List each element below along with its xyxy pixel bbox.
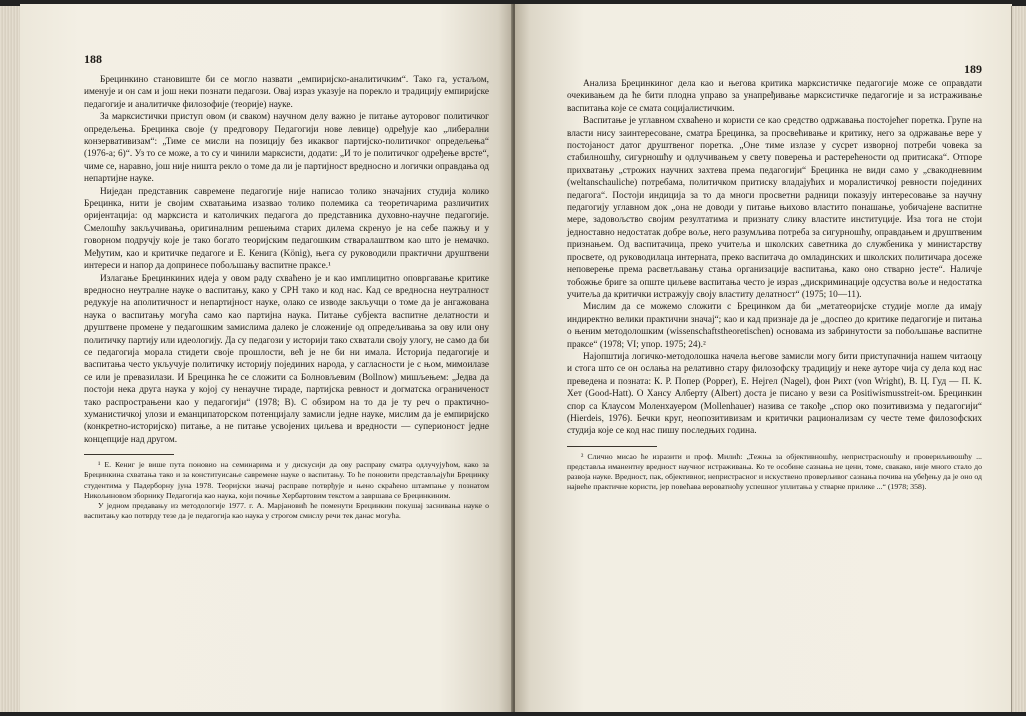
paragraph: Васпитање је углавном схваћено и користи се као средство одржавања постојећег поретка. Групе на власти нису заинтересоване, сматра Брецинка, за просвећивање и критику, него за одржавање вере у постојаност датог друштвеног поретка. „Оне тиме излазе у сусрет изворној потреби човека за стабилношћу, сигурношћу и одлучивањем у свету поверења и растерећености од притисака“. Отпоре прихватању „строжих научних захтева према педагогији“ Брецинка не види само у „свакодневним (weltanschauliche) потребама, политичком притиску владајућих и моралистичкој ревности појединих педагога“. Постоји индиција за то да многи просветни радници показују интересовање за научну педагогију углавном док „она не доводи у питање њихово властито понашање, уобичајене васпитне мере, задовољство својим резултатима и признату слику властите институције. Иза тога не стоји једноставно недостатак добре воље, него разумљива потреба за сигурношћу, оправдањем и друштвеним признањем. Од васпитачица, преко учитеља и школских саветника до службеника у министарству просвете, од руководилаца интерната, преко васпитача до омладинских и школских политичара досеже неповерење према расветљавању стања организације васпитања, како оно стварно јесте“. Наличје тобожње бриге за опште циљеве васпитања често је израз „дискриминације одсуства воље и недостатка учитеља да критички истражују своју властиту делатност“ (1975; 10—11). [567,116,982,300]
paragraph: Мислим да се можемо сложити с Брецинком да би „метатеоријске студије могле да имају индиректно велики практични значај“; као и кад признаје да је „доспео до критике педагогије и питања о њеним методолошким (wissenschaftstheoretischen) основама из забринутости за побољшање васпитне праксе“ (1978; VI; упор. 1975; 24).² [567,302,982,350]
page-number-right: 189 [964,62,982,76]
footnote-rule [567,446,657,447]
right-page [515,4,1012,712]
paragraph: Излагање Брецинкиних идеја у овом раду схваћено је и као имплицитно оповргавање критике вредносно неутралне науке о васпитању, како у СРН тако и код нас. Кад се вредносна неутралност редукује на аполитичност и непартијност науке, олако се изводе закључци о томе да је ангажована наука о васпитању могућа само као партијна наука. Питање субјекта васпитне делатности и друштвене промене у педагошким замислима далеко је сложеније од опредељивања за ову или ону политичку партију или идеологију. Да су педагози у историји тако схватали своју улогу, не само да би се педагогија морала стидети своје прошлости, већ је не би ни имала. Историја педагогије и васпитања често укључује политичку историју појединих народа, у сагласности је с њом, мимоилазе се или је превазилази. И Брецинка ће се сложити са Болновљевим (Bollnow) мишљењем: „Једва да постоји нека друга наука у којој су ненаучне тираде, партијска ревност и догматска ограниченост тако распрострањени као у педагогији“ (1978; В). С обзиром на то да је ту реч о практично-хуманистичкој улози и еманципаторском потенцијалу замисли једне науке, мислим да је емпиријско (конкретно-историјско) питање, а не питање усвојених циљева и вредности — суперионост једне концепције над другом. [84,273,489,445]
paragraph: Ниједан представник савремене педагогије није написао толико значајних студија колико Брецинка, нити је својим схватањима изазвао толико полемика са теоретичарима различитих оријентација: од марксиста и католичких педагога до представника духовно-научне педагогије. Смелошћу закључивања, оригиналним решењима старих дилема скренуо је на себе пажњу и у говорном подручју које је тако богато теоријским педагошким стваралаштвом као што је немачко. Међутим, као и критичке педагоге и Е. Кенига (König), њега су руководили практични друштвени интереси и напор да допринесе побољшању васпитне праксе.¹ [84,186,489,272]
paragraph: За марксистички приступ овом (и сваком) научном делу важно је питање ауторовог политичког опредељења. Брецинка своје (у предговору Педагогији нове левице) одређује као „либерални конзервативизам“: „Тиме се мисли на позицију без икаквог партијско-политичког опредељења“ (1976-а; 6)“. Уз то се може, а то су и чинили марксисти, додати: „И то је политичког одређење врсте“, чиме се, наравно, још није ништа рекло о томе да ли је партијност вредносно и логички оправдања од непартијне науке. [84,112,489,185]
footnote: ² Слично мисао ће изразити и проф. Милић: „Тежња за објективношћу, непристрасношћу и провериљивошћу ... представља иманентну вредност научног истраживања. Ко те особине сазнања не цени, томе, свакако, није много стало до развоја науке. Вредност, пак, објективног, непристрасног и искуствено проверљивог сазнања почива на убеђењу да је оно од највеће практичне користи, јер повећава вероватноћу успешног уплитања у стварне прилике ...“ (1978; 358). [567,451,982,492]
page-number-left: 188 [84,52,102,66]
footnote: ¹ Е. Кениг је више пута поновио на семинарима и у дискусији да ову расправу сматра одлучујућом, како за Брецинкина схватања тако и за конституисање савремене науке о васпитању. То ће поновити представљајући Брецинку студентима у Падерборну јуна 1978. Теоријски значај расправе потврђује и њено скраћено штампање у познатом Никољиновом зборнику Педагогија као наука, који почиње Хербартовим текстом а завршава се Брецинкиним. [84,460,489,500]
paragraph: Анализа Брецинкиног дела као и његова критика марксистичке педагогије може се оправдати очекивањем да ће бити плодна управо за унапређивање марксистичке педагогије и за истраживање васпитања које се смата социјалистичким. [567,79,982,114]
left-page [20,4,513,712]
right-footnotes [567,452,982,493]
paragraph: Најопштија логичко-методолошка начела његове замисли могу бити приступачнија нашем читаоцу и стога што се он ослања на релативно стару филозофску традицију и неке ауторе чија су дела код нас преведена и позната: К. Р. Попер (Popper), Е. Нејгел (Nagel), фон Рихт (von Wright), В. Ц. Гуд — П. К. Хет (Good-Hatt). О Хансу Алберту (Albert) доста је писано у вези са Positiwismusstreit-ом. Брецинкин спор са Клаусом Моленхауером (Mollenhauer) назива се такође „спор око позитивизма у педагогији“ (Hierdeis, 1976). Бечки круг, неопозитивизам и критички рационализам су честе теме филозофских студија које се код нас пишу последњих година. [567,351,982,437]
page-edges-left [0,6,21,712]
footnote: У једном предавању из методологије 1977. г. А. Марјановић ће поменути Брецинкин покушај заснивања науке о васпитању као потврду тезе да је педагогија као наука у строгом смислу речи тек данас могућа. [84,501,489,521]
paragraph: Брецинкино становиште би се могло назвати „емпиријско-аналитичким“. Тако га, устаљом, именује и он сам и још неки познати педагози. Овај израз указује на порекло и традицију емпиријске педагогије и аналитичке филозофије (теорије) науке. [84,75,489,110]
page-edges-right [1011,6,1026,712]
left-body-text [84,74,489,446]
right-body-text [567,78,982,438]
left-footnotes [84,460,489,521]
footnote-rule [84,454,174,455]
